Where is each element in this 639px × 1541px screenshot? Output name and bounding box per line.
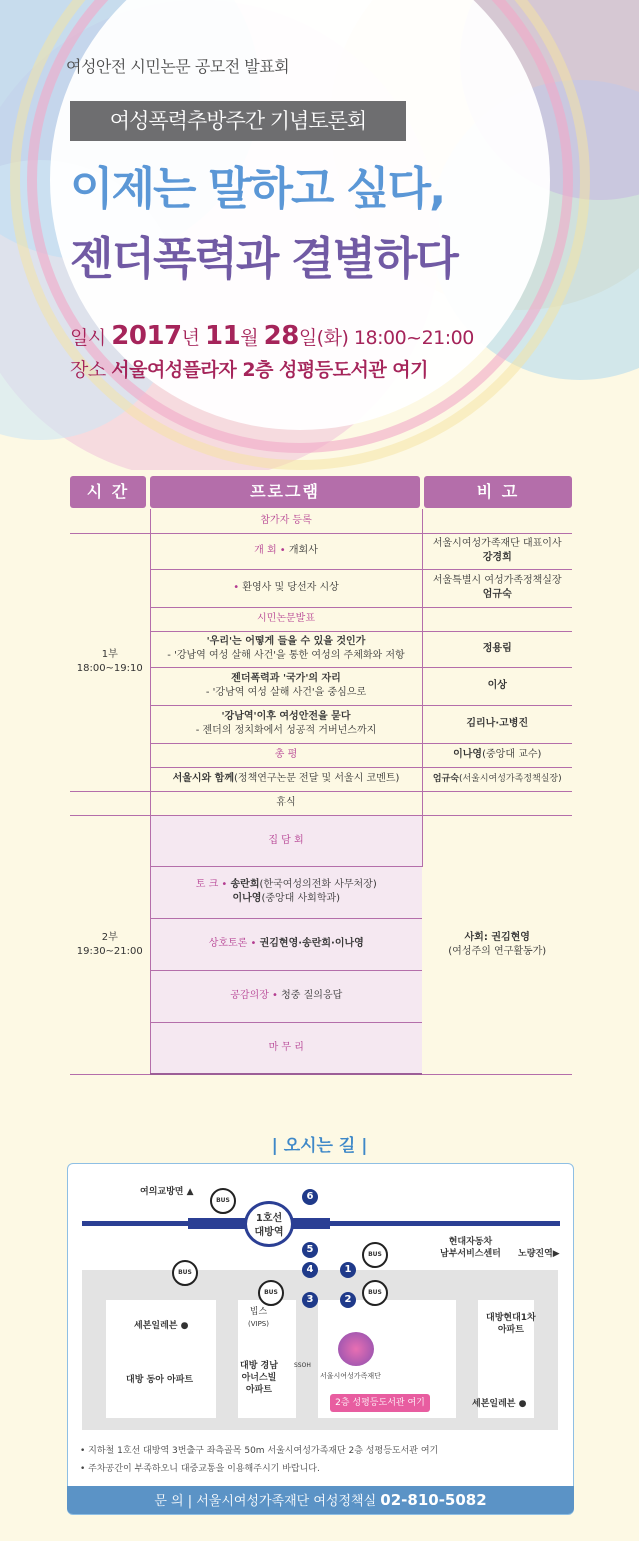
table-row (70, 791, 572, 815)
registration: 참가자 등록 (150, 509, 422, 533)
awards: • 환영사 및 당선자 시상 (150, 569, 422, 607)
main-title-line1: 이제는 말하고 싶다, (70, 162, 445, 215)
column-header-time: 시 간 (70, 476, 146, 508)
closing: 마 무 리 (150, 1022, 422, 1074)
date-label: 일시 (70, 327, 106, 349)
paper3: '강남역'이후 여성안전을 묻다 - 젠더의 정치화에서 성공적 거버넌스까지 (150, 705, 422, 743)
direction-note-1: • 지하철 1호선 대방역 3번출구 좌측골목 50m 서울시여성가족재단 2층 성평등도서관 여기 (80, 1446, 439, 1456)
label-gyeongnam: 대방 경남 아너스빌 아파트 (240, 1361, 278, 1395)
exit-3-icon: 3 (302, 1292, 318, 1308)
date-month-unit: 월 (240, 327, 259, 349)
exit-2-icon: 2 (340, 1292, 356, 1308)
label-dongah: 대방 동아 아파트 (126, 1375, 194, 1385)
label-daebang-hyundai: 대방현대1차 아파트 (486, 1313, 536, 1335)
part2-time: 2부 19:30~21:00 (70, 815, 150, 1074)
opening: 개 회 • 개회사 (150, 533, 422, 569)
main-title-line2: 젠더폭력과 결별하다 (70, 232, 457, 285)
subtitle: 여성안전 시민논문 공모전 발표회 (66, 57, 290, 76)
paper2: 젠더폭력과 '국가'의 자리 - '강남역 여성 살해 사건'을 중심으로 (150, 667, 422, 705)
destination-marker: 2층 성평등도서관 여기 (330, 1394, 430, 1412)
road (384, 1270, 456, 1300)
mutual-discussion: 상호토론 • 권김현영·송란희·이나영 (150, 918, 422, 970)
bus-stop-icon: BUS (362, 1242, 388, 1268)
date-month: 11 (205, 321, 241, 351)
table-row (70, 533, 572, 569)
label-hyundai: 현대자동차 남부서비스센터 (440, 1237, 501, 1259)
label-sebon2: 세본일레븐 ● (472, 1399, 527, 1409)
seoul-note: 엄규숙(서울시여성가족정책실장) (422, 767, 572, 791)
exit-5-icon: 5 (302, 1242, 318, 1258)
road (82, 1270, 106, 1430)
exit-1-icon: 1 (340, 1262, 356, 1278)
label-noryangjin: 노량진역▶ (518, 1249, 560, 1259)
contact-bar (67, 1486, 574, 1514)
date-day: 28 (263, 321, 299, 351)
road (82, 1270, 558, 1300)
label-sebon1: 세본일레븐 ● (134, 1321, 189, 1331)
review: 총 평 (150, 743, 422, 767)
paper1-note: 정용림 (422, 631, 572, 667)
road (82, 1418, 558, 1430)
place-label: 장소 (70, 359, 106, 381)
directions-title: | 오시는 길 | (271, 1136, 368, 1156)
column-header-note: 비 고 (424, 476, 572, 508)
awards-note: 서울특별시 여성가족정책실장 엄규숙 (422, 569, 572, 607)
paper1: '우리'는 어떻게 들을 수 있을 것인가 - '강남역 여성 살해 사건'을 통한 여성의 주체화와 저항 (150, 631, 422, 667)
road (534, 1270, 558, 1430)
bus-stop-icon: BUS (172, 1260, 198, 1286)
seoul-comment: 서울시와 함께(정책연구논문 전달 및 서울시 코멘트) (150, 767, 422, 791)
opening-note: 서울시여성가족재단 대표이사 강경희 (422, 533, 572, 569)
program-table (70, 509, 572, 1075)
bus-stop-icon: BUS (210, 1188, 236, 1214)
empathy: 공감의장 • 청중 질의응답 (150, 970, 422, 1022)
contact-phone: 02-810-5082 (380, 1491, 487, 1509)
station-marker: 1호선 대방역 (244, 1201, 294, 1247)
paper-section: 시민논문발표 (150, 607, 422, 631)
paper2-note: 이상 (422, 667, 572, 705)
label-ssoh: SSOH (294, 1362, 311, 1369)
part1-time: 1부 18:00~19:10 (70, 533, 150, 791)
event-date (70, 321, 474, 351)
label-foundation: 서울시여성가족재단 (320, 1372, 381, 1380)
review-note: 이나영(중앙대 교수) (422, 743, 572, 767)
direction-note-2: • 주차공간이 부족하오니 대중교통을 이용해주시기 바랍니다. (80, 1464, 320, 1474)
break: 휴식 (150, 791, 422, 815)
exit-6-icon: 6 (302, 1189, 318, 1205)
part2-note: 사회: 권김현영 (여성주의 연구활동가) (422, 815, 572, 1074)
talk: 토 크 • 송란희(한국여성의전화 사무처장) 이나영(중앙대 사회학과) (150, 866, 422, 918)
date-year: 2017 (111, 321, 182, 351)
place-name: 서울여성플라자 2층 성평등도서관 여기 (111, 359, 428, 381)
jipdam: 집 담 회 (150, 815, 422, 866)
date-year-unit: 년 (181, 327, 200, 349)
paper3-note: 김리나·고병진 (422, 705, 572, 743)
label-yeouigyo: 여의교방면 ▲ (140, 1187, 194, 1197)
road (456, 1300, 478, 1430)
exit-4-icon: 4 (302, 1262, 318, 1278)
event-place (70, 355, 428, 382)
table-row (70, 815, 572, 866)
column-header-program: 프로그램 (150, 476, 420, 508)
event-label: 여성폭력추방주간 기념토론회 (70, 101, 406, 141)
date-day-suffix: 일(화) (298, 327, 349, 349)
table-row (70, 509, 572, 533)
label-vips: 빕스 (VIPS) (248, 1307, 269, 1328)
road (216, 1270, 238, 1430)
bus-stop-icon: BUS (362, 1280, 388, 1306)
bus-stop-icon: BUS (258, 1280, 284, 1306)
contact-label: 문 의 | 서울시여성가족재단 여성정책실 (154, 1494, 377, 1509)
date-time: 18:00~21:00 (353, 327, 474, 349)
foundation-logo-icon (338, 1332, 374, 1366)
